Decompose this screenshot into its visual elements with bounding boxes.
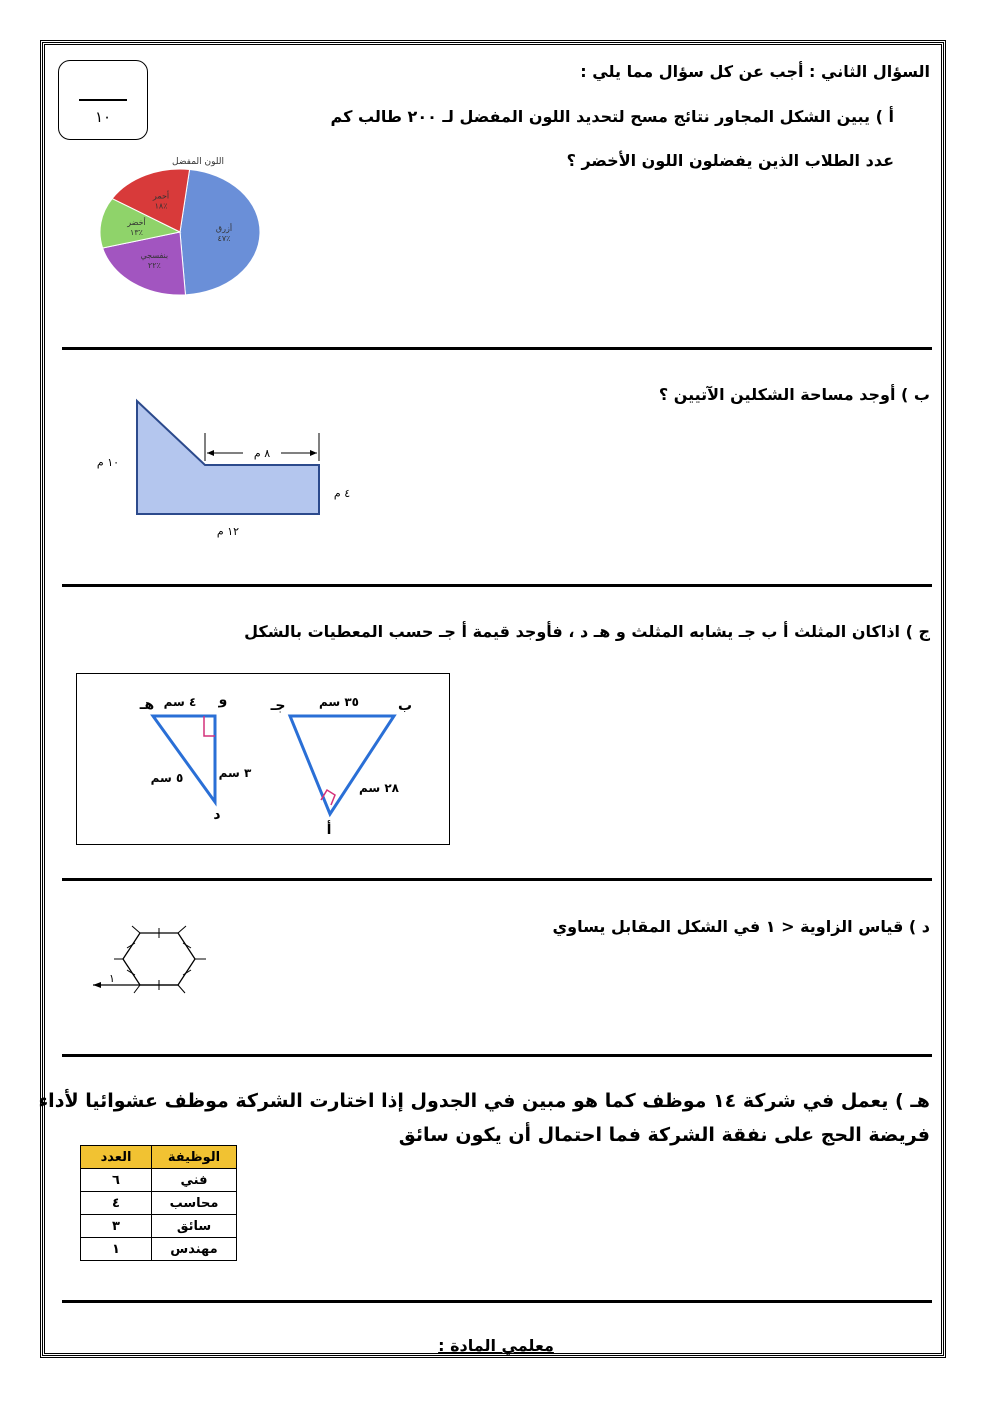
header-job: الوظيفة xyxy=(152,1146,237,1169)
section-divider xyxy=(62,1054,932,1057)
pie-label-1: بنفسجي ٢٢٪ xyxy=(140,251,169,271)
label-right-height: ٤ م xyxy=(333,487,351,500)
angle-label: ١ xyxy=(109,972,115,985)
favorite-color-pie-chart xyxy=(80,150,280,305)
pie-label-3: أحمر ١٨٪ xyxy=(152,191,170,211)
teacher-signature-label: معلمي المادة : xyxy=(438,1336,554,1355)
score-value: ١٠ xyxy=(94,108,112,126)
table-row xyxy=(81,1215,237,1238)
part-a-line2: عدد الطلاب الذين يفضلون اللون الأخضر ؟ xyxy=(566,151,894,170)
part-e-line2: فريضة الحج على نفقة الشركة فما احتمال أن يكون سائق xyxy=(398,1124,930,1146)
pie-title: اللون المفضل xyxy=(172,157,224,167)
triangle-abj xyxy=(290,716,394,814)
side-top-large: ٣٥ سم xyxy=(318,695,360,709)
composite-shape-figure xyxy=(80,395,380,545)
vertex-dal: د xyxy=(213,807,221,823)
similar-triangles-figure xyxy=(76,673,450,845)
table-row xyxy=(81,1192,237,1215)
table-row xyxy=(81,1169,237,1192)
label-top-width: ٨ م xyxy=(253,447,271,460)
part-d-text: د ) قياس الزاوية < ١ في الشكل المقابل يساوي xyxy=(552,917,930,936)
section-divider xyxy=(62,347,932,350)
score-box xyxy=(58,60,148,140)
header-count: العدد xyxy=(81,1146,152,1169)
part-c-text: ج ) اذاكان المثلث أ ب جـ يشابه المثلث و هـ د ، فأوجد قيمة أ جـ حسب المعطيات بالشكل xyxy=(244,622,930,641)
side-right-large: ٢٨ سم xyxy=(358,781,400,795)
side-top-small: ٤ سم xyxy=(163,695,197,709)
vertex-waw: و xyxy=(218,692,228,708)
employees-table xyxy=(80,1145,237,1261)
triangle-weh-d xyxy=(150,716,215,802)
cell-count: ٣ xyxy=(81,1215,152,1238)
side-right-small: ٣ سم xyxy=(218,766,252,780)
cell-job: مهندس xyxy=(152,1238,237,1261)
section-divider xyxy=(62,584,932,587)
section-divider xyxy=(62,1300,932,1303)
section-divider xyxy=(62,878,932,881)
cell-count: ٤ xyxy=(81,1192,152,1215)
vertex-alif: أ xyxy=(326,822,332,838)
vertex-beh: ب xyxy=(397,698,413,714)
hexagon-figure xyxy=(88,922,228,997)
cell-job: محاسب xyxy=(152,1192,237,1215)
regular-hexagon xyxy=(123,933,195,985)
part-b-text: ب ) أوجد مساحة الشكلين الآتيين ؟ xyxy=(658,385,930,404)
table-header-row xyxy=(81,1146,237,1169)
cell-job: فني xyxy=(152,1169,237,1192)
pie-label-2: أخضر ١٣٪ xyxy=(127,217,146,237)
label-bottom-width: ١٢ م xyxy=(216,525,240,538)
part-a-line1: أ ) يبين الشكل المجاور نتائج مسح لتحديد اللون المفضل لـ ٢٠٠ طالب كم xyxy=(330,107,894,126)
cell-count: ١ xyxy=(81,1238,152,1261)
pie-label-0: أزرق ٤٧٪ xyxy=(215,223,233,243)
table-row xyxy=(81,1238,237,1261)
label-left-height: ١٠ م xyxy=(96,456,120,469)
vertex-jeem: جـ xyxy=(270,698,286,714)
composite-shape xyxy=(137,401,319,514)
side-hyp-small: ٥ سم xyxy=(150,771,184,785)
cell-count: ٦ xyxy=(81,1169,152,1192)
vertex-heh: هـ xyxy=(139,697,155,713)
score-line xyxy=(79,99,127,101)
cell-job: سائق xyxy=(152,1215,237,1238)
question-title: السؤال الثاني : أجب عن كل سؤال مما يلي : xyxy=(580,62,930,81)
part-e-line1: هـ ) يعمل في شركة ١٤ موظف كما هو مبين في الجدول إذا اختارت الشركة موظف عشوائيا لأداء xyxy=(38,1090,930,1112)
